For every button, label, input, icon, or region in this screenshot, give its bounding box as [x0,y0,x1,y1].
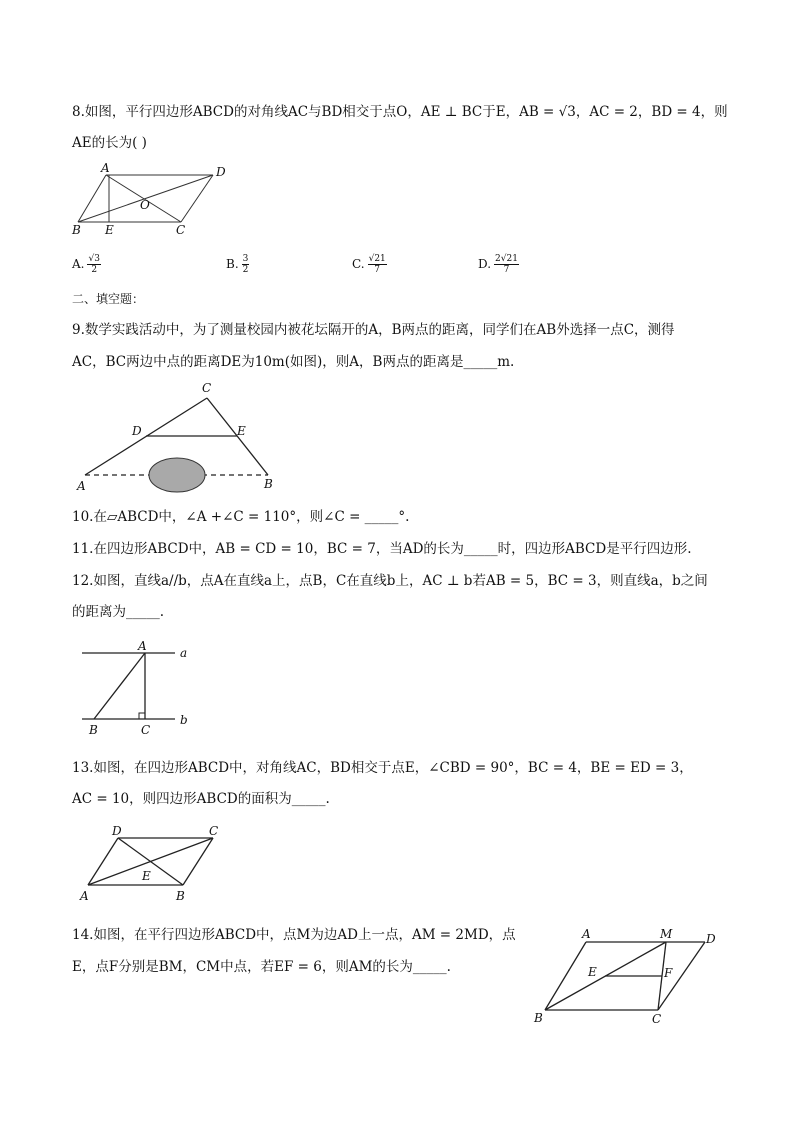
q14-text-line1: 14.如图，在平行四边形ABCD中，点M为边AD上一点，AM = 2MD，点 [72,927,516,943]
q12-label-b: b [180,713,188,727]
q8-label-D: D [216,165,226,179]
q8-option-d: D. $\frac{2√21}{7}$ [478,254,518,275]
q8-figure [68,160,238,240]
q14-label-M: M [660,927,673,941]
q9-label-A: A [77,479,86,493]
q14-label-E: E [588,965,597,979]
q8-label-A: A [101,161,110,175]
q14-text-line2: E，点F分别是BM，CM中点，若EF = 6，则AM的长为_____. [72,959,451,975]
q10-text: 10.在▱ABCD中，∠A +∠C = 110°，则∠C = _____°. [72,509,410,525]
q8-text-line2: AE的长为( ) [72,135,147,151]
q14-label-C: C [652,1012,662,1026]
q13-label-E: E [142,869,151,883]
section-heading: 二、填空题： [72,292,145,306]
q9-label-C: C [202,381,212,395]
q8-option-a: A. $\frac{√3}{2}$ [72,254,100,275]
q9-label-D: D [132,424,142,438]
q12-label-C: C [141,723,151,737]
q14-label-F: F [664,966,673,980]
q13-figure [76,822,226,906]
q13-label-D: D [112,824,122,838]
q14-label-A: A [582,927,591,941]
q12-label-B: B [89,723,98,737]
q13-label-C: C [209,824,219,838]
q8-option-b: B. $\frac{3}{2}$ [226,254,249,275]
q8-label-C: C [176,223,186,237]
q14-label-B: B [534,1011,543,1025]
q13-text-line2: AC = 10，则四边形ABCD的面积为_____. [72,791,330,807]
q12-label-A: A [138,639,147,653]
q12-label-a: a [180,646,188,660]
q9-figure [70,378,290,496]
q11-text: 11.在四边形ABCD中，AB = CD = 10，BC = 7，当AD的长为_____时，四边形ABCD是平行四边形. [72,541,692,557]
q9-text-line2: AC，BC两边中点的距离DE为10m(如图)，则A，B两点的距离是_____m. [72,354,515,370]
q12-text-line1: 12.如图，直线a//b，点A在直线a上，点B，C在直线b上，AC ⊥ b若AB = 5，BC = 3，则直线a，b之间 [72,573,708,589]
q8-option-c: C. $\frac{√21}{7}$ [352,254,386,275]
q13-label-A: A [80,889,89,903]
q8-label-O: O [140,198,150,212]
q14-figure [528,922,728,1032]
q8-label-E: E [105,223,114,237]
q13-label-B: B [176,889,185,903]
q9-label-B: B [264,477,273,491]
q9-label-E: E [237,424,246,438]
q13-text-line1: 13.如图，在四边形ABCD中，对角线AC，BD相交于点E，∠CBD = 90°，BC = 4，BE = ED = 3， [72,760,693,776]
q9-text-line1: 9.数学实践活动中，为了测量校园内被花坛隔开的A，B两点的距离，同学们在AB外选择一点C，测得 [72,322,675,338]
q12-text-line2: 的距离为_____. [72,604,165,620]
q12-figure [70,638,200,738]
q8-text-line1: 8.如图，平行四边形ABCD的对角线AC与BD相交于点O，AE ⊥ BC于E，AB = √3，AC = 2，BD = 4，则 [72,104,728,120]
q8-label-B: B [72,223,81,237]
q14-label-D: D [706,932,716,946]
